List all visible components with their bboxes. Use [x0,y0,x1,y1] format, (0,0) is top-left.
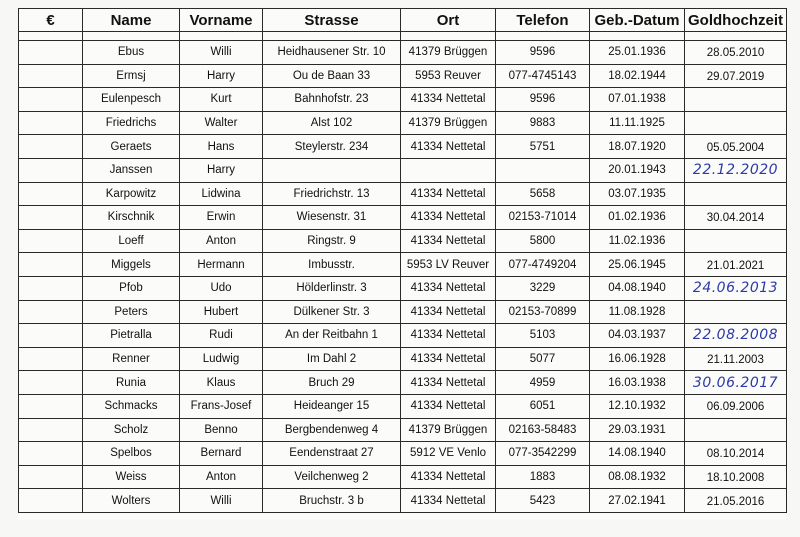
goldhochzeit-printed: 30.04.2014 [706,212,765,225]
header-strasse: Strasse [263,9,401,32]
goldhochzeit-cell [685,276,787,300]
strasse-cell: Eendenstraat 27 [263,442,401,466]
telefon-cell: 5103 [496,324,590,348]
table-row [19,41,787,65]
goldhochzeit-cell [685,41,787,65]
goldhochzeit-printed: 29.07.2019 [706,70,765,83]
vorname-cell: Hans [180,135,263,159]
euro-cell [19,465,83,489]
geb-datum-cell: 11.11.1925 [590,111,685,135]
vorname-cell: Willi [180,489,263,513]
vorname-cell: Udo [180,276,263,300]
vorname-cell: Harry [180,158,263,182]
goldhochzeit-cell [685,442,787,466]
telefon-cell: 9596 [496,41,590,65]
table-row [19,347,787,371]
table-row [19,489,787,513]
euro-cell [19,182,83,206]
telefon-cell: 9883 [496,111,590,135]
vorname-cell: Klaus [180,371,263,395]
ort-cell: 41334 Nettetal [401,182,496,206]
address-list-sheet [18,8,786,520]
spacer-cell [685,32,787,41]
ort-cell: 41334 Nettetal [401,394,496,418]
table-row [19,465,787,489]
name-cell: Peters [83,300,180,324]
name-cell: Miggels [83,253,180,277]
goldhochzeit-handwritten: 24.06.2013 [692,280,779,297]
goldhochzeit-cell [685,229,787,253]
goldhochzeit-cell [685,135,787,159]
goldhochzeit-cell [685,324,787,348]
telefon-cell: 5800 [496,229,590,253]
geb-datum-cell: 20.01.1943 [590,158,685,182]
euro-cell [19,489,83,513]
ort-cell: 5953 LV Reuver [401,253,496,277]
euro-cell [19,347,83,371]
telefon-cell: 02153-71014 [496,206,590,230]
name-cell: Pietralla [83,324,180,348]
name-cell: Loeff [83,229,180,253]
goldhochzeit-cell [685,371,787,395]
ort-cell: 41379 Brüggen [401,418,496,442]
ort-cell: 41334 Nettetal [401,324,496,348]
goldhochzeit-cell [685,88,787,112]
euro-cell [19,394,83,418]
goldhochzeit-cell [685,111,787,135]
vorname-cell: Lidwina [180,182,263,206]
vorname-cell: Benno [180,418,263,442]
geb-datum-cell: 25.06.1945 [590,253,685,277]
geb-datum-cell: 01.02.1936 [590,206,685,230]
goldhochzeit-cell [685,300,787,324]
vorname-cell: Harry [180,64,263,88]
strasse-cell: Alst 102 [263,111,401,135]
geb-datum-cell: 07.01.1938 [590,88,685,112]
geb-datum-cell: 27.02.1941 [590,489,685,513]
ort-cell: 41334 Nettetal [401,371,496,395]
ort-cell: 41379 Brüggen [401,41,496,65]
spacer-cell [590,32,685,41]
name-cell: Renner [83,347,180,371]
goldhochzeit-cell [685,418,787,442]
strasse-cell [263,158,401,182]
name-cell: Janssen [83,158,180,182]
spacer-cell [263,32,401,41]
vorname-cell: Hubert [180,300,263,324]
telefon-cell: 6051 [496,394,590,418]
strasse-cell: Ringstr. 9 [263,229,401,253]
telefon-cell: 3229 [496,276,590,300]
vorname-cell: Anton [180,229,263,253]
euro-cell [19,64,83,88]
ort-cell: 41334 Nettetal [401,465,496,489]
table-row [19,111,787,135]
euro-cell [19,135,83,159]
table-row [19,324,787,348]
goldhochzeit-handwritten: 22.12.2020 [692,162,779,179]
goldhochzeit-cell [685,64,787,88]
vorname-cell: Hermann [180,253,263,277]
goldhochzeit-printed: 06.09.2006 [706,401,765,414]
goldhochzeit-printed: 18.10.2008 [706,471,765,484]
spacer-cell [401,32,496,41]
strasse-cell: Steylerstr. 234 [263,135,401,159]
geb-datum-cell: 04.03.1937 [590,324,685,348]
vorname-cell: Willi [180,41,263,65]
vorname-cell: Frans-Josef [180,394,263,418]
member-table [18,8,787,513]
table-row [19,88,787,112]
euro-cell [19,276,83,300]
ort-cell: 5953 Reuver [401,64,496,88]
ort-cell: 41334 Nettetal [401,135,496,159]
spacer-cell [19,32,83,41]
geb-datum-cell: 11.08.1928 [590,300,685,324]
ort-cell: 41334 Nettetal [401,276,496,300]
spacer-cell [496,32,590,41]
euro-cell [19,41,83,65]
euro-cell [19,111,83,135]
euro-cell [19,324,83,348]
telefon-cell: 077-4749204 [496,253,590,277]
goldhochzeit-cell [685,182,787,206]
goldhochzeit-printed: 21.05.2016 [706,495,765,508]
goldhochzeit-printed: 05.05.2004 [706,141,765,154]
telefon-cell: 077-4745143 [496,64,590,88]
spacer-cell [83,32,180,41]
name-cell: Schmacks [83,394,180,418]
geb-datum-cell: 08.08.1932 [590,465,685,489]
table-body [19,32,787,513]
geb-datum-cell: 25.01.1936 [590,41,685,65]
name-cell: Scholz [83,418,180,442]
name-cell: Friedrichs [83,111,180,135]
ort-cell: 5912 VE Venlo [401,442,496,466]
header-telefon: Telefon [496,9,590,32]
strasse-cell: An der Reitbahn 1 [263,324,401,348]
geb-datum-cell: 16.03.1938 [590,371,685,395]
strasse-cell: Hölderlinstr. 3 [263,276,401,300]
euro-cell [19,253,83,277]
name-cell: Runia [83,371,180,395]
telefon-cell: 5658 [496,182,590,206]
ort-cell: 41334 Nettetal [401,489,496,513]
goldhochzeit-cell [685,206,787,230]
euro-cell [19,158,83,182]
geb-datum-cell: 14.08.1940 [590,442,685,466]
table-row [19,253,787,277]
table-row [19,442,787,466]
geb-datum-cell: 04.08.1940 [590,276,685,300]
ort-cell: 41334 Nettetal [401,229,496,253]
geb-datum-cell: 18.02.1944 [590,64,685,88]
name-cell: Kirschnik [83,206,180,230]
goldhochzeit-cell [685,489,787,513]
ort-cell: 41379 Brüggen [401,111,496,135]
vorname-cell: Rudi [180,324,263,348]
strasse-cell: Veilchenweg 2 [263,465,401,489]
goldhochzeit-cell [685,253,787,277]
goldhochzeit-printed: 21.11.2003 [707,354,764,367]
goldhochzeit-cell [685,158,787,182]
table-row [19,135,787,159]
goldhochzeit-printed: 21.01.2021 [706,259,765,272]
header-vorname: Vorname [180,9,263,32]
table-row [19,276,787,300]
ort-cell [401,158,496,182]
table-row [19,418,787,442]
geb-datum-cell: 11.02.1936 [590,229,685,253]
ort-cell: 41334 Nettetal [401,88,496,112]
name-cell: Karpowitz [83,182,180,206]
header-goldhochzeit: Goldhochzeit [685,9,787,32]
geb-datum-cell: 12.10.1932 [590,394,685,418]
spacer-cell [180,32,263,41]
telefon-cell: 077-3542299 [496,442,590,466]
name-cell: Ebus [83,41,180,65]
telefon-cell: 5077 [496,347,590,371]
geb-datum-cell: 29.03.1931 [590,418,685,442]
header-ort: Ort [401,9,496,32]
telefon-cell: 1883 [496,465,590,489]
telefon-cell: 5423 [496,489,590,513]
vorname-cell: Kurt [180,88,263,112]
name-cell: Weiss [83,465,180,489]
vorname-cell: Ludwig [180,347,263,371]
strasse-cell: Bruchstr. 3 b [263,489,401,513]
strasse-cell: Heideanger 15 [263,394,401,418]
geb-datum-cell: 16.06.1928 [590,347,685,371]
geb-datum-cell: 03.07.1935 [590,182,685,206]
strasse-cell: Heidhausener Str. 10 [263,41,401,65]
name-cell: Spelbos [83,442,180,466]
vorname-cell: Bernard [180,442,263,466]
header-geb-datum: Geb.-Datum [590,9,685,32]
euro-cell [19,229,83,253]
ort-cell: 41334 Nettetal [401,347,496,371]
name-cell: Geraets [83,135,180,159]
strasse-cell: Dülkener Str. 3 [263,300,401,324]
euro-cell [19,442,83,466]
telefon-cell [496,158,590,182]
strasse-cell: Bergbendenweg 4 [263,418,401,442]
table-row [19,158,787,182]
strasse-cell: Imbusstr. [263,253,401,277]
euro-cell [19,371,83,395]
telefon-cell: 02163-58483 [496,418,590,442]
table-row [19,206,787,230]
table-row [19,394,787,418]
name-cell: Pfob [83,276,180,300]
table-row [19,182,787,206]
header-euro: € [19,9,83,32]
telefon-cell: 4959 [496,371,590,395]
strasse-cell: Wiesenstr. 31 [263,206,401,230]
geb-datum-cell: 18.07.1920 [590,135,685,159]
telefon-cell: 9596 [496,88,590,112]
vorname-cell: Erwin [180,206,263,230]
goldhochzeit-printed: 08.10.2014 [706,448,765,461]
vorname-cell: Walter [180,111,263,135]
strasse-cell: Im Dahl 2 [263,347,401,371]
telefon-cell: 02153-70899 [496,300,590,324]
strasse-cell: Bruch 29 [263,371,401,395]
goldhochzeit-cell [685,394,787,418]
telefon-cell: 5751 [496,135,590,159]
euro-cell [19,88,83,112]
strasse-cell: Bahnhofstr. 23 [263,88,401,112]
table-row [19,64,787,88]
name-cell: Eulenpesch [83,88,180,112]
ort-cell: 41334 Nettetal [401,300,496,324]
goldhochzeit-handwritten: 22.08.2008 [692,327,779,344]
goldhochzeit-cell [685,465,787,489]
spacer-row [19,32,787,41]
euro-cell [19,418,83,442]
vorname-cell: Anton [180,465,263,489]
name-cell: Ermsj [83,64,180,88]
table-row [19,300,787,324]
euro-cell [19,206,83,230]
goldhochzeit-handwritten: 30.06.2017 [692,374,779,391]
name-cell: Wolters [83,489,180,513]
euro-cell [19,300,83,324]
goldhochzeit-printed: 28.05.2010 [706,47,765,60]
strasse-cell: Friedrichstr. 13 [263,182,401,206]
table-row [19,229,787,253]
header-name: Name [83,9,180,32]
strasse-cell: Ou de Baan 33 [263,64,401,88]
ort-cell: 41334 Nettetal [401,206,496,230]
header-row [19,9,787,32]
table-row [19,371,787,395]
goldhochzeit-cell [685,347,787,371]
